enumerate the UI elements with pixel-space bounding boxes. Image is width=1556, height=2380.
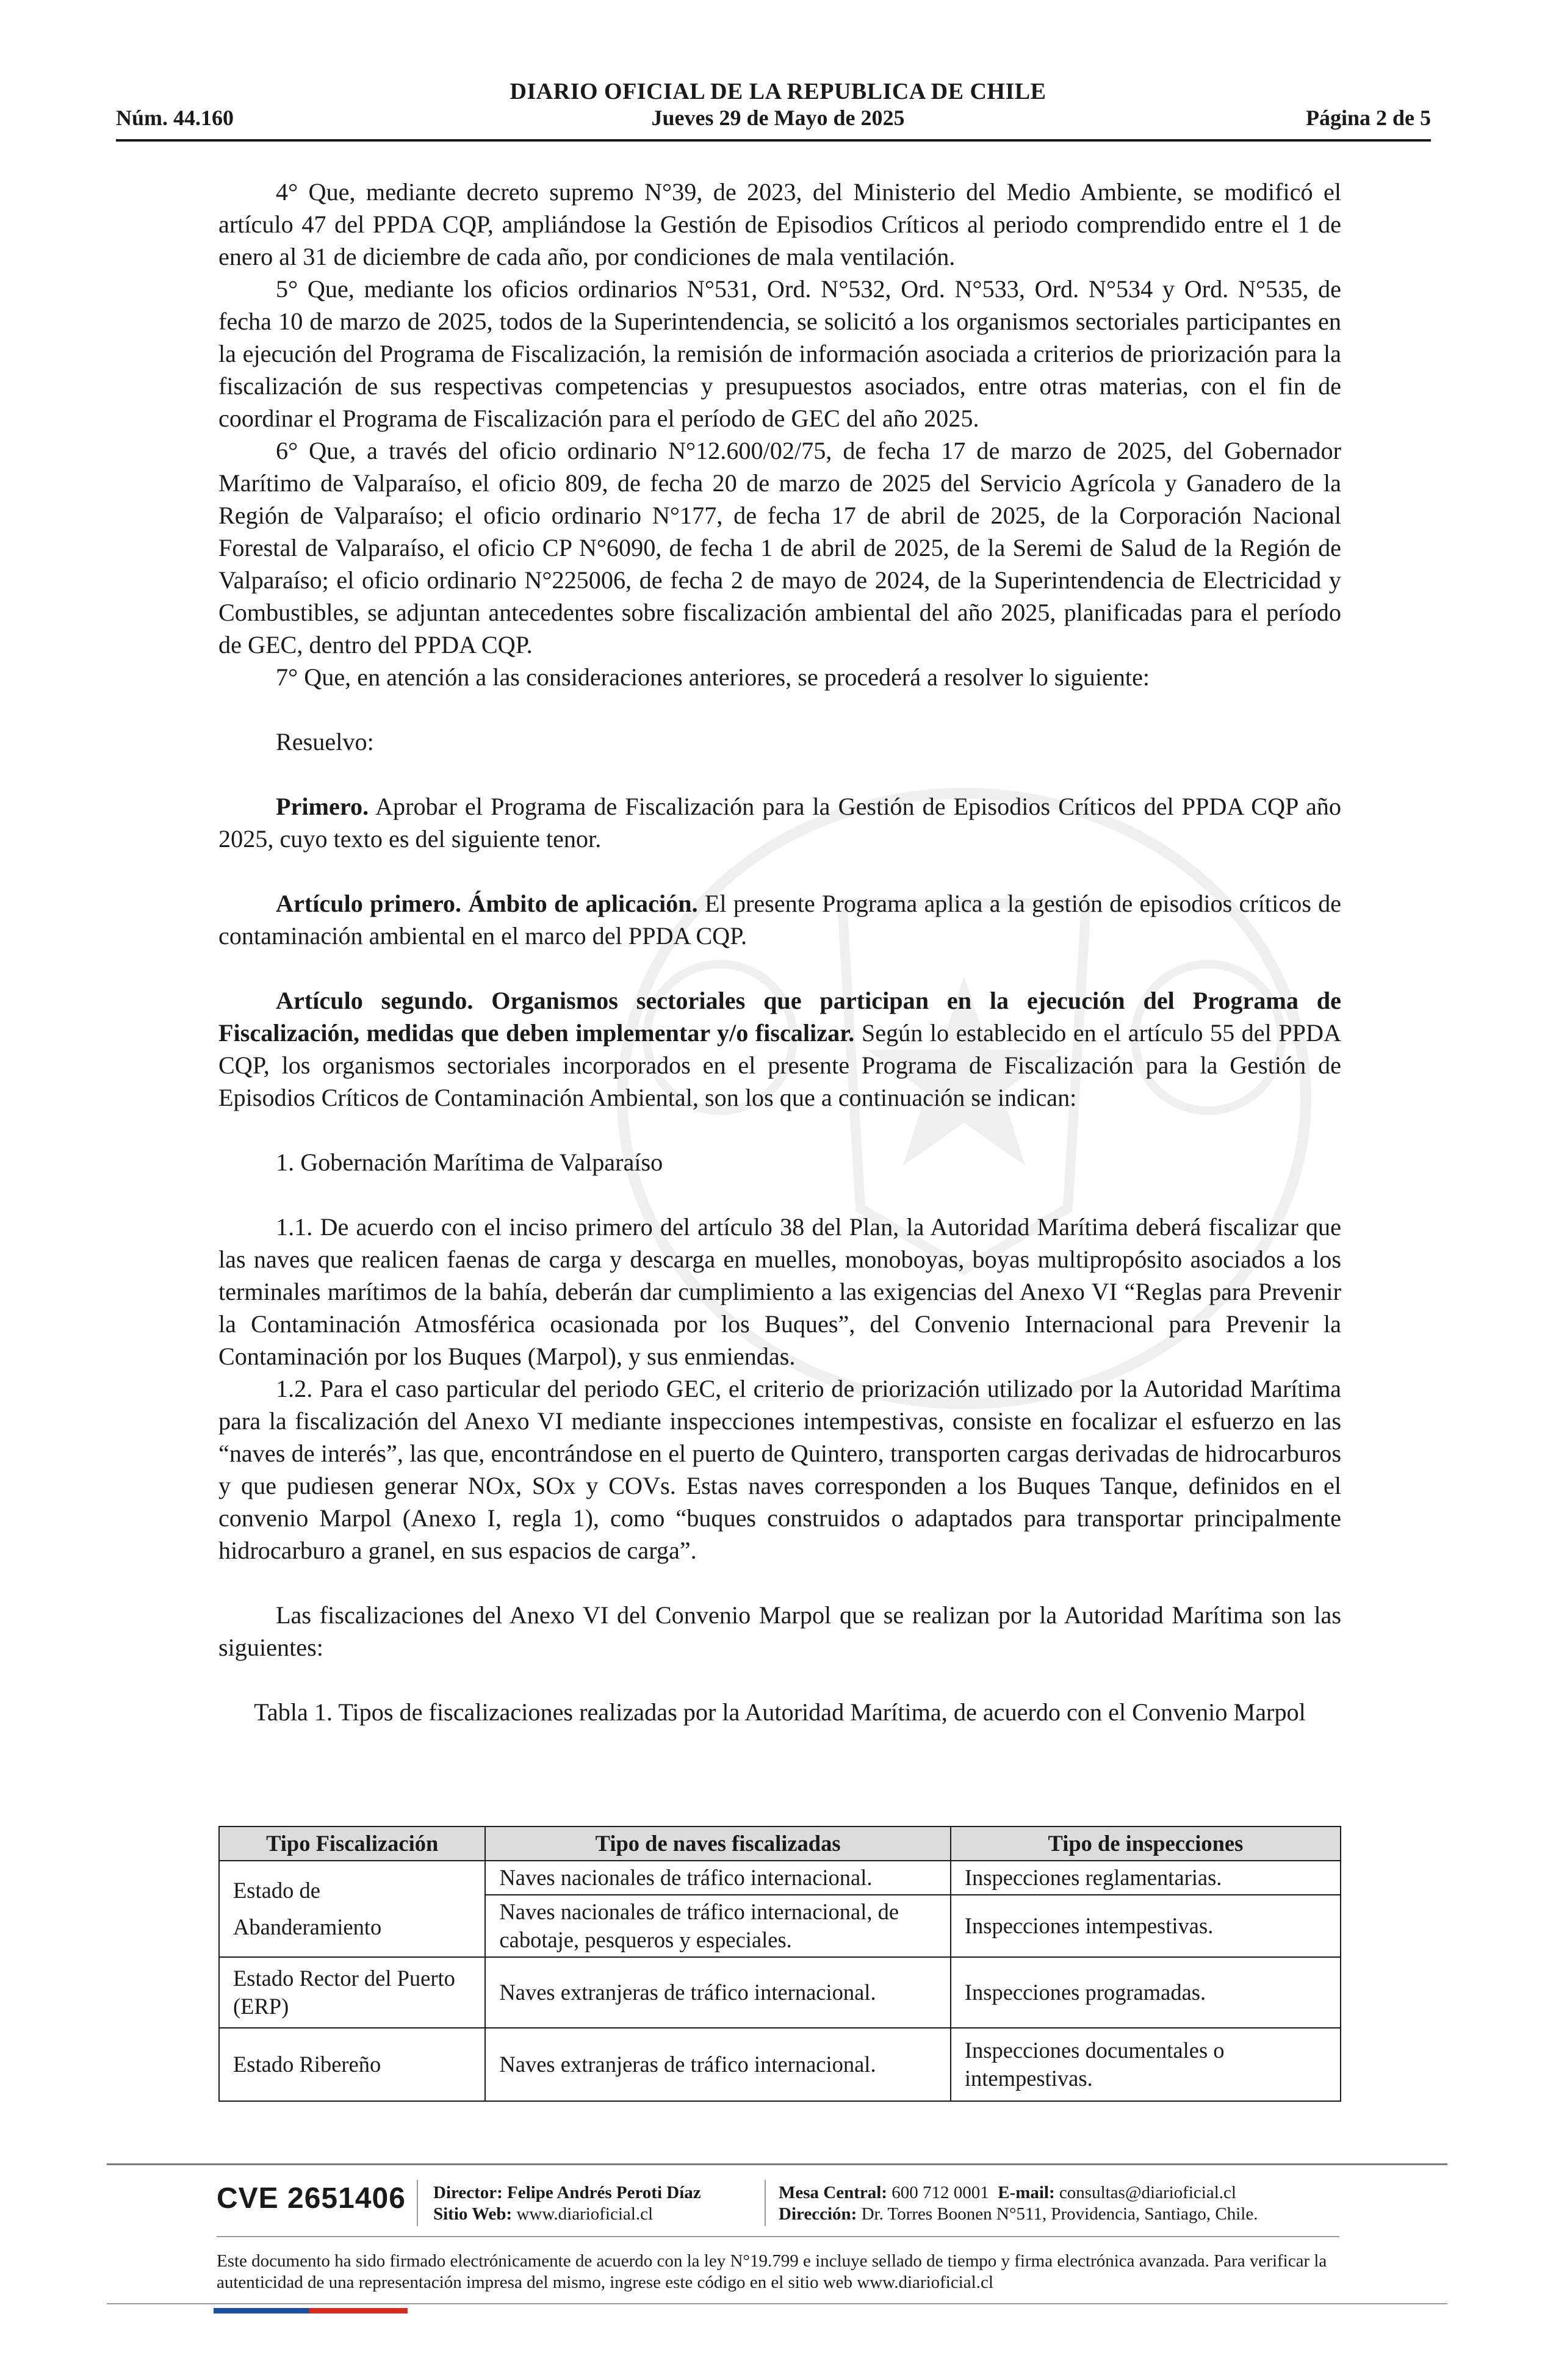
paragraph-6: 6° Que, a través del oficio ordinario N°12.600/02/75, de fecha 17 de marzo de 2025, del Gobernador Marítimo de Valparaíso, el oficio 809, de fecha 20 de marzo de 2025 del Servicio Agrícola y Ganadero de la Región de Valparaíso; el oficio ordinario N°177, de fecha 17 de abril de 2025, de la Corporación Nacional Forestal de Valparaíso, el oficio CP N°6090, de fecha 1 de abril de 2025, de la Seremi de Salud de la Región de Valparaíso; el oficio ordinario N°225006, de fecha 2 de mayo de 2024, de la Superintendencia de Electricidad y Combustibles, se adjuntan antecedentes sobre fiscalización ambiental del año 2025, planificadas para el período de GEC, dentro del PPDA CQP. bbox=[218, 437, 1341, 658]
table-cell: Naves extranjeras de tráfico internacional. bbox=[485, 2028, 950, 2101]
articulo-primero-text: El presente Programa aplica a la gestión de episodios críticos de contaminación ambiental en el marco del PPDA CQP. bbox=[218, 890, 1342, 950]
page-indicator: Página 2 de 5 bbox=[1305, 106, 1431, 130]
table-row bbox=[219, 1957, 1341, 2028]
item-1-2: 1.2. Para el caso particular del periodo GEC, el criterio de priorización utilizado por la Autoridad Marítima para la fiscalización del Anexo VI mediante inspecciones intempestivas, consiste en focalizar el esfuerzo en las “naves de interés”, las que, encontrándose en el puerto de Quintero, transporten cargas derivadas de hidrocarburos y que pudiesen generar NOx, SOx y COVs. Estas naves corresponden a los Buques Tanque, definidos en el convenio Marpol (Anexo I, regla 1), como “buques construidos o adaptados para transportar principalmente hidrocarburo a granel, en sus espacios de carga”. bbox=[218, 1375, 1341, 1564]
paragraph-4: 4° Que, mediante decreto supremo N°39, de 2023, del Ministerio del Medio Ambiente, se modificó el artículo 47 del PPDA CQP, ampliándose la Gestión de Episodios Críticos al periodo comprendido entre el 1 de enero al 31 de diciembre de cada año, por condiciones de mala ventilación. bbox=[218, 178, 1341, 270]
paragraph-7: 7° Que, en atención a las consideraciones anteriores, se procederá a resolver lo siguiente: bbox=[276, 663, 1150, 691]
articulo-primero bbox=[218, 887, 1341, 952]
mesa-phone: 600 712 0001 bbox=[891, 2183, 989, 2202]
primero-text: Aprobar el Programa de Fiscalización para la Gestión de Episodios Críticos del PPDA CQP año 2025, cuyo texto es del siguiente tenor. bbox=[218, 793, 1341, 853]
issue-date: Jueves 29 de Mayo de 2025 bbox=[651, 106, 905, 130]
director-label: Director: bbox=[433, 2183, 503, 2202]
flag-red-segment bbox=[309, 2308, 408, 2313]
table-row bbox=[219, 2028, 1341, 2101]
table-cell: Estado Rector del Puerto (ERP) bbox=[219, 1957, 485, 2028]
email-label: E-mail: bbox=[998, 2183, 1055, 2202]
column-header: Tipo de inspecciones bbox=[951, 1826, 1341, 1861]
table-cell: Inspecciones programadas. bbox=[951, 1957, 1341, 2028]
director-name: Felipe Andrés Peroti Díaz bbox=[507, 2183, 701, 2202]
table-header-row bbox=[219, 1826, 1341, 1861]
flag-color-bar bbox=[214, 2308, 408, 2313]
flag-blue-segment bbox=[214, 2308, 309, 2313]
website-link[interactable]: www.diarioficial.cl bbox=[516, 2204, 654, 2224]
footer-contact-block bbox=[779, 2182, 1258, 2225]
table-cell: Inspecciones documentales o intempestivas. bbox=[951, 2028, 1341, 2101]
table-cell: Naves nacionales de tráfico internacional. bbox=[485, 1861, 950, 1895]
table-cell: Estado Ribereño bbox=[219, 2028, 485, 2101]
header-divider bbox=[116, 139, 1431, 142]
footer-separator bbox=[765, 2180, 766, 2226]
table-row bbox=[219, 1861, 1341, 1895]
footer-director-block bbox=[433, 2182, 701, 2225]
newspaper-title: DIARIO OFICIAL DE LA REPUBLICA DE CHILE bbox=[510, 79, 1046, 104]
inspection-types-table bbox=[218, 1826, 1341, 2102]
table-caption: Tabla 1. Tipos de fiscalizaciones realizadas por la Autoridad Marítima, de acuerdo con el Convenio Marpol bbox=[254, 1698, 1306, 1726]
paragraph-5: 5° Que, mediante los oficios ordinarios N°531, Ord. N°532, Ord. N°533, Ord. N°534 y Ord. N°535, de fecha 10 de marzo de 2025, todos de la Superintendencia, se solicitó a los organismos sectoriales participantes en la ejecución del Programa de Fiscalización, la remisión de información asociada a criterios de priorización para la fiscalización de sus respectivas competencias y presupuestos asociados, entre otras materias, con el fin de coordinar el Programa de Fiscalización para el período de GEC del año 2025. bbox=[218, 275, 1341, 432]
document-body bbox=[218, 176, 1341, 1728]
resuelvo-heading: Resuelvo: bbox=[276, 728, 374, 755]
item-1-1: 1.1. De acuerdo con el inciso primero del artículo 38 del Plan, la Autoridad Marítima deberá fiscalizar que las naves que realicen faenas de carga y descarga en muelles, monoboyas, boyas multipropósito asociados a los terminales marítimos de la bahía, deberán dar cumplimiento a las exigencias del Anexo VI “Reglas para Prevenir la Contaminación Atmosférica ocasionada por los Buques”, del Convenio Internacional para Prevenir la Contaminación por los Buques (Marpol), y sus enmiendas. bbox=[218, 1213, 1341, 1370]
column-header: Tipo de naves fiscalizadas bbox=[485, 1826, 950, 1861]
footer-inner-divider bbox=[217, 2236, 1339, 2237]
column-header: Tipo Fiscalización bbox=[219, 1826, 485, 1861]
address-label: Dirección: bbox=[779, 2204, 857, 2224]
footer-separator bbox=[417, 2180, 418, 2226]
articulo-primero-title: Artículo primero. Ámbito de aplicación. bbox=[276, 890, 698, 917]
table-cell: Estado de Abanderamiento bbox=[219, 1861, 485, 1957]
articulo-segundo-text: Según lo establecido en el artículo 55 del PPDA CQP, los organismos sectoriales incorporados en el presente Programa de Fiscalización para la Gestión de Episodios Críticos de Contaminación Ambiental, son los que a continuación se indican: bbox=[218, 1019, 1341, 1111]
table-cell: Naves nacionales de tráfico internacional, de cabotaje, pesqueros y especiales. bbox=[485, 1895, 950, 1957]
articulo-segundo-title: Artículo segundo. Organismos sectoriales que participan en la ejecución del Programa de Fiscalización, medidas que deben implementar y/o fiscalizar. bbox=[218, 987, 1341, 1047]
primero-paragraph bbox=[218, 790, 1341, 855]
articulo-segundo bbox=[218, 984, 1341, 1114]
website-label: Sitio Web: bbox=[433, 2204, 513, 2224]
email-link[interactable]: consultas@diarioficial.cl bbox=[1059, 2183, 1236, 2202]
cve-code: CVE 2651406 bbox=[217, 2182, 406, 2215]
mesa-label: Mesa Central: bbox=[779, 2183, 887, 2202]
footer-divider bbox=[107, 2163, 1447, 2165]
issue-number: Núm. 44.160 bbox=[116, 106, 234, 130]
fiscalizaciones-intro: Las fiscalizaciones del Anexo VI del Convenio Marpol que se realizan por la Autoridad Marítima son las siguientes: bbox=[218, 1601, 1341, 1661]
primero-label: Primero. bbox=[276, 793, 369, 820]
footer-bottom-divider bbox=[107, 2303, 1447, 2304]
signature-notice: Este documento ha sido firmado electrónicamente de acuerdo con la ley N°19.799 e incluye sellado de tiempo y firma electrónica avanzada. Para verificar la autenticidad de una representación impresa del mismo, ingrese este código en el sitio web www.diarioficial.cl bbox=[217, 2251, 1327, 2292]
table-cell: Naves extranjeras de tráfico internacional. bbox=[485, 1957, 950, 2028]
table-cell: Inspecciones intempestivas. bbox=[951, 1895, 1341, 1957]
address-value: Dr. Torres Boonen N°511, Providencia, Santiago, Chile. bbox=[861, 2204, 1258, 2224]
item-1-heading: 1. Gobernación Marítima de Valparaíso bbox=[276, 1149, 663, 1176]
table-cell: Inspecciones reglamentarias. bbox=[951, 1861, 1341, 1895]
